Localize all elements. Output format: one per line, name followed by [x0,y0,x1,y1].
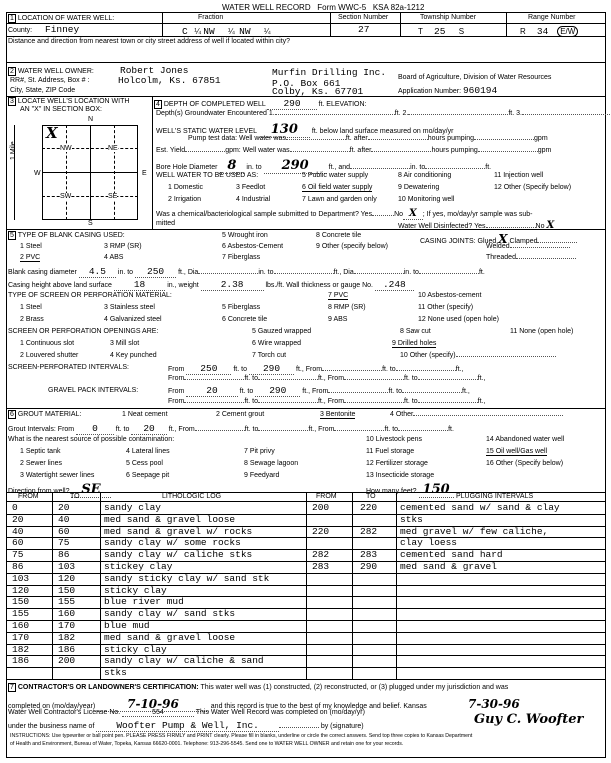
section-number-label: Section Number [338,14,389,21]
welded: Welded [486,243,570,250]
casing-5[interactable]: 5 Wrought iron [222,232,268,239]
use-3[interactable]: 3 Feedlot [236,184,266,191]
contam-8[interactable]: 8 Sewage lagoon [244,460,299,467]
log-from: 86 [12,561,24,572]
use-5[interactable]: 5 Public water supply [302,172,369,179]
opening-3[interactable]: 3 Mill slot [110,340,140,347]
casing-3[interactable]: 3 RMP (SR) [104,243,142,250]
log-from: 60 [12,537,24,549]
range-value: R 34 E/W [520,26,578,37]
plug-to: 220 [360,502,378,513]
casing-height: Casing height above land surface 18 in., weight 2.38 lbs./ft. Wall thickness or gauge No. .248 [8,279,414,290]
chem-question: Was a chemical/bacteriological sample submitted to Department? Yes No X ; If yes, mo/day/yr sample was sub- [156,208,533,219]
log-lithology: sandy clay w/ caliche stks [104,549,253,561]
contam-2[interactable]: 2 Sewer lines [20,460,63,467]
instructions-2: of Health and Environment, Bureau of Water, Topeka, Kansas 66620-0001. Telephone: 913-296-5545. Send one to WATER WELL OWNER and retain one for your records. [10,741,404,747]
use-1[interactable]: 1 Domestic [168,184,204,191]
plug-from: 283 [312,561,330,572]
east-label: E [142,170,147,177]
log-from: 0 [12,502,18,513]
casing-7[interactable]: 7 Fiberglass [222,254,261,261]
log-to: 155 [58,596,76,608]
log-lithology: med sand & gravel w/ rocks [104,525,253,537]
screen-1[interactable]: 1 Steel [20,304,42,311]
opening-5[interactable]: 5 Gauzed wrapped [252,328,312,335]
log-lithology: sticky clay [104,643,167,655]
contam-3[interactable]: 3 Watertight sewer lines [20,472,95,479]
north-label: N [88,116,94,123]
log-lithology: med sand & gravel loose [104,631,236,643]
contam-14[interactable]: 14 Abandoned water well [486,436,565,443]
log-to: 60 [58,525,70,537]
section3-label: 3 LOCATE WELL'S LOCATION WITH [10,98,130,105]
log-to: 86 [58,549,70,561]
owner-label: 2 WATER WELL OWNER: [10,68,94,75]
log-from: 186 [12,655,30,667]
casing-9[interactable]: 9 Other (specify below) [316,243,388,250]
screen-12[interactable]: 12 None used (open hole) [418,316,499,323]
mile-label: 1 Mile [10,141,17,160]
log-to: 160 [58,608,76,620]
perf-row-2: From ft. to ft., From ft. to ft., [168,375,486,382]
plug-to: 282 [360,525,378,537]
pump-test-label: Pump test data: Well water was ft. after hours pumping gpm [188,135,548,142]
contam-7[interactable]: 7 Pit privy [244,448,275,455]
township-value: T 25 S [418,26,465,37]
license-line: Water Well Contractor's License No. 554 This Water Well Record was completed on (mo/day/yr) [8,709,365,716]
log-header-from2: FROM [316,493,337,500]
casing-1[interactable]: 1 Steel [20,243,42,250]
log-from: 170 [12,631,30,643]
log-lithology: sticky clay [104,584,167,596]
est-yield-label: Est. Yield gpm: Well water was ft. after hours pumping gpm [156,147,552,154]
plug-from: 282 [312,549,330,561]
south-label: S [88,220,93,227]
use-8[interactable]: 8 Air conditioning [398,172,452,179]
casing-joints: CASING JOINTS: Glued X Clamped [420,232,577,246]
opening-7[interactable]: 7 Torch cut [252,352,287,359]
plug-description: med sand & gravel [400,561,497,572]
distance-question: Distance and direction from nearest town or city street address of well if located within city? [8,38,291,45]
use-11[interactable]: 11 Injection well [494,172,544,179]
plug-to: 283 [360,549,378,561]
screen-10[interactable]: 10 Asbestos-cement [418,292,482,299]
contam-12[interactable]: 12 Fertilizer storage [366,460,428,467]
screen-2[interactable]: 2 Brass [20,316,44,323]
screen-6[interactable]: 6 Concrete tile [222,316,268,323]
section-value: 27 [358,24,370,35]
grout-3[interactable]: 3 Bentonite [320,411,356,418]
plug-description: cemented sand hard [400,549,503,561]
threaded: Threaded [486,254,576,261]
log-from: 150 [12,596,30,608]
use-9[interactable]: 9 Dewatering [398,184,440,191]
use-6[interactable]: 6 Oil field water supply [302,184,373,191]
contam-5[interactable]: 5 Cess pool [126,460,163,467]
mitted-label: mitted [156,220,176,227]
log-lithology: stickey clay [104,561,173,572]
plug-description: med gravel w/ few caliche, [400,525,549,537]
owner-value: Robert Jones [120,65,189,76]
section1-label: 1 LOCATION OF WATER WELL: [10,15,115,22]
log-to: 20 [58,502,70,513]
log-header-litho: LITHOLOGIC LOG [162,493,222,500]
opening-10[interactable]: 10 Other (specify) [400,352,556,359]
plug-description: stks [400,513,423,525]
fraction-values: C ¼ NW ¼ NW ¼ [182,26,271,37]
grout-1[interactable]: 1 Neat cement [122,411,168,418]
completed-line: completed on (mo/day/year) 7-10-96 and this record is true to the best of my knowledge and belief. Kansas [8,697,427,711]
driller-name: Murfin Drilling Inc. [272,67,387,78]
form-title: WATER WELL RECORD Form WWC-5 KSA 82a-1212 [222,3,425,12]
driller-city: Colby, Ks. 67701 [272,86,364,97]
log-lithology: sandy clay [104,502,162,513]
log-lithology: blue river mud [104,596,184,608]
log-from: 155 [12,608,30,620]
plug-to: 290 [360,561,378,572]
opening-4[interactable]: 4 Key punched [110,352,157,359]
log-from: 103 [12,572,30,584]
log-lithology: sandy clay w/ caliche & sand [104,655,264,667]
casing-4[interactable]: 4 ABS [104,254,124,261]
signature: Guy C. Woofter [474,712,584,727]
log-header-to2: TO [366,493,376,500]
perf-intervals-label: SCREEN-PERFORATED INTERVALS: [8,364,129,371]
casing-diameter: Blank casing diameter 4.5 in. to 250 ft., Dia in. to ft., Dia in. to ft. [8,266,485,277]
opening-6[interactable]: 6 Wire wrapped [252,340,302,347]
contam-15[interactable]: 15 Oil well/Gas well [486,448,548,455]
casing-type-label: 5 TYPE OF BLANK CASING USED: [10,232,125,239]
nw-label: NW [60,145,72,152]
contam-10[interactable]: 10 Livestock pens [366,436,423,443]
plug-description: cemented sand w/ sand & clay [400,502,560,513]
casing-2[interactable]: 2 PVC [20,254,41,261]
opening-2[interactable]: 2 Louvered shutter [20,352,79,359]
use-10[interactable]: 10 Monitoring well [398,196,455,203]
groundwater-label: Depth(s) Groundwater Encountered 1. ft. 2. ft. 3. [156,110,611,117]
contam-16[interactable]: 16 Other (Specify below) [486,460,564,467]
sw-label: SW [60,193,72,200]
plug-from: 200 [312,502,330,513]
west-label: W [34,170,41,177]
contam-13[interactable]: 13 Insecticide storage [366,472,435,479]
location-mark: X [46,124,58,142]
log-from: 20 [12,513,24,525]
log-from: 75 [12,549,24,561]
contam-4[interactable]: 4 Lateral lines [126,448,170,455]
instructions: INSTRUCTIONS: Use typewriter or ball point pen. PLEASE PRESS FIRMLY and PRINT clearly. Please fill in blanks, underline or circle the correct answers. Send top three copies to Kansas Department [10,733,473,739]
depth-label: 4 DEPTH OF COMPLETED WELL 290 ft. ELEVATION: [156,98,367,109]
log-to: 103 [58,561,76,572]
screen-type-label: TYPE OF SCREEN OR PERFORATION MATERIAL: [8,292,172,299]
log-lithology: sandy sticky clay w/ sand stk [104,572,270,584]
log-to: 182 [58,631,76,643]
grout-intervals: Grout Intervals: From 0 ft. to 20 ft., From ft. to ft., From ft. to ft. [8,423,454,434]
casing-8[interactable]: 8 Concrete tile [316,232,362,239]
address-value: Holcolm, Ks. 67851 [118,75,221,86]
board-label: Board of Agriculture, Division of Water Resources [398,74,552,81]
county-value: Finney [45,24,80,35]
log-lithology: blue mud [104,620,150,631]
log-from: 40 [12,525,24,537]
section3-label2: AN "X" IN SECTION BOX: [20,106,102,113]
log-from: 160 [12,620,30,631]
log-to: 120 [58,572,76,584]
grout-4[interactable]: 4 Other [390,411,563,418]
log-lithology: sandy clay w/ some rocks [104,537,241,549]
screen-7[interactable]: 7 PVC [328,292,349,299]
business-line: under the business name of Woofter Pump & Well, Inc. by (signature) [8,720,364,731]
direction-label: Direction from well? SE [8,482,251,497]
plug-from: 220 [312,525,330,537]
log-to: 200 [58,655,76,667]
township-label: Township Number [420,14,477,21]
how-many-feet: How many feet? 150 [366,482,454,497]
use-12[interactable]: 12 Other (Specify below) [494,184,572,191]
use-4[interactable]: 4 Industrial [236,196,271,203]
grout-2[interactable]: 2 Cement grout [216,411,265,418]
disinfected-label: Water Well Disinfected? Yes No X [398,220,555,231]
casing-6[interactable]: 6 Asbestos-Cement [222,243,284,250]
plug-description: clay loess [400,537,458,549]
city-label: City, State, ZIP Code [10,87,76,94]
bore-label: Bore Hole Diameter 8 in. to 290 ft., and in. to ft. [156,158,492,173]
contam-1[interactable]: 1 Septic tank [20,448,61,455]
grout-label: 6 GROUT MATERIAL: [10,411,82,418]
gravel-row-1: From 20 ft. to 290 ft., From ft. to ft., [168,385,470,396]
opening-11[interactable]: 11 None (open hole) [510,328,574,335]
use-7[interactable]: 7 Lawn and garden only [302,196,377,203]
use-2[interactable]: 2 Irrigation [168,196,202,203]
fraction-label: Fraction [198,14,224,21]
log-to: 40 [58,513,70,525]
application-label: Application Number: 960194 [398,85,498,96]
se-label: SE [108,193,118,200]
record-date: 7-30-96 [468,697,520,711]
screen-8[interactable]: 8 RMP (SR) [328,304,366,311]
log-from: 120 [12,584,30,596]
driller-box: P.O. Box 661 [272,78,341,89]
log-to: 150 [58,584,76,596]
ne-label: NE [108,145,118,152]
openings-label: SCREEN OR PERFORATION OPENINGS ARE: [8,328,159,335]
contam-11[interactable]: 11 Fuel storage [366,448,415,455]
certification: 7 CONTRACTOR'S OR LANDOWNER'S CERTIFICATION: This water well was (1) constructed, (2) reconstructed, or (3) plugged under my jurisdiction and was [10,684,509,691]
log-lithology: med sand & gravel loose [104,513,236,525]
use-label: WELL WATER TO BE USED AS: [156,172,259,179]
log-header-from: FROM [18,493,39,500]
contam-6[interactable]: 6 Seepage pit [126,472,170,479]
opening-8[interactable]: 8 Saw cut [400,328,431,335]
address-label: RR#, St. Address, Box # : [10,77,90,84]
static-level-label: WELL'S STATIC WATER LEVEL 130 ft. below land surface measured on mo/day/yr [156,122,454,137]
county-label: County: [8,27,33,34]
opening-1[interactable]: 1 Continuous slot [20,340,75,347]
screen-3[interactable]: 3 Stainless steel [104,304,155,311]
log-lithology: sandy clay w/ sand stks [104,608,236,620]
contamination-label: What is the nearest source of possible contamination: [8,436,175,443]
gravel-row-2: From ft. to ft., From ft. to ft., [168,398,486,405]
range-label: Range Number [528,14,576,21]
log-to: 186 [58,643,76,655]
screen-11[interactable]: 11 Other (specify) [418,304,474,311]
log-lithology: stks [104,667,127,679]
perf-row-1: From 250 ft. to 290 ft., From ft. to ft., [168,363,464,374]
log-to: 170 [58,620,76,631]
log-from: 182 [12,643,30,655]
screen-4[interactable]: 4 Galvanized steel [104,316,162,323]
screen-9[interactable]: 9 ABS [328,316,348,323]
gravel-intervals-label: GRAVEL PACK INTERVALS: [48,387,139,394]
contam-9[interactable]: 9 Feedyard [244,472,280,479]
log-header-plug: PLUGGING INTERVALS [456,493,534,500]
log-to: 75 [58,537,70,549]
log-header-to: TO [70,493,80,500]
screen-5[interactable]: 5 Fiberglass [222,304,261,311]
opening-9[interactable]: 9 Drilled holes [392,340,437,347]
